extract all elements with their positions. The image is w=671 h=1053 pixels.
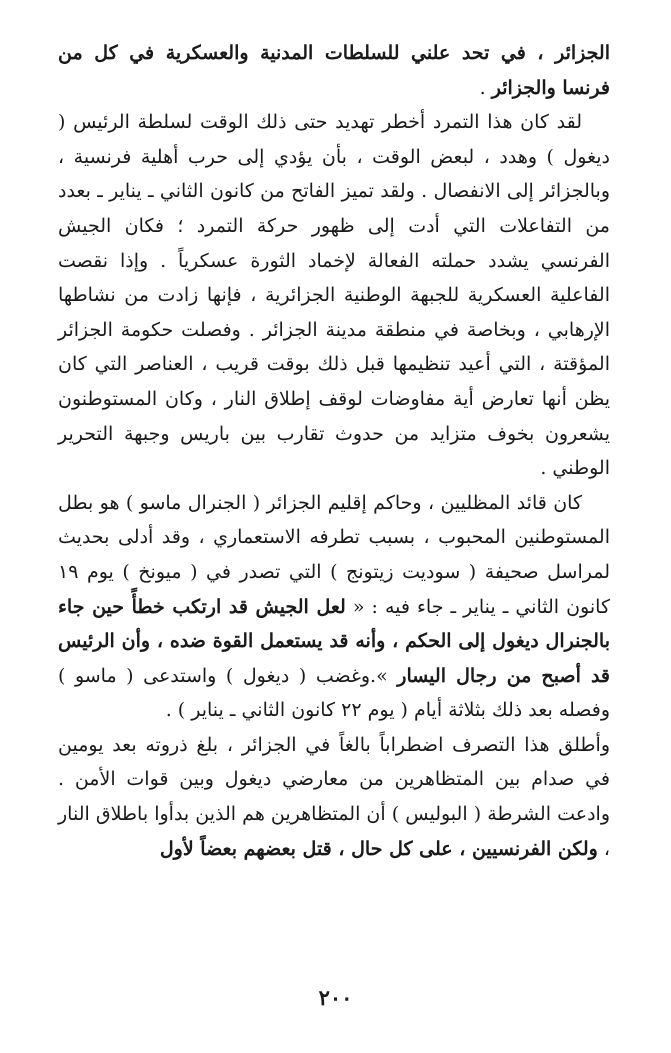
paragraph [58, 486, 610, 728]
text-segment: لقد كان هذا التمرد أخطر تهديد حتى ذلك الوقت لسلطة الرئيس ( ديغول ) وهدد ، لبعض الوقت ، بأن يؤدي إلى حرب أهلية فرنسية ، وبالجزائر إلى الانفصال . ولقد تميز الفاتح من كانون الثاني ـ يناير ـ بعدد من التفاعلات التي أدت إلى ظهور حركة التمرد ؛ فكان الجيش الفرنسي يشدد حملته الفعالة لإخماد الثورة عسكرياً . وإذا نقصت الفاعلية العسكرية للجبهة الوطنية الجزائرية ، فإنها زادت من نشاطها الإرهابي ، وبخاصة في منطقة مدينة الجزائر . وفصلت حكومة الجزائر المؤقتة ، التي أعيد تنظيمها قبل ذلك بوقت قريب ، العناصر التي كان يظن أنها تعارض أية مفاوضات لوقف إطلاق النار ، وكان المستوطنون يشعرون بخوف متزايد من حدوث تقارب بين باريس وجبهة التحرير الوطني . [58, 111, 610, 480]
paragraph [58, 728, 610, 866]
bold-text-segment: ولكن الفرنسيين ، على كل حال ، قتل بعضهم بعضاً لأول [159, 837, 598, 860]
text-segment: . [479, 76, 492, 99]
text-segment: وأطلق هذا التصرف اضطراباً بالغاً في الجزائر ، بلغ ذروته بعد يومين في صدام بين المتظاهرين من معارضي ديغول وبين قوات الأمن . وادعت الشرطة ( البوليس ) أن المتظاهرين هم الذين بدأوا باطلاق النار ، [58, 733, 610, 860]
bold-text-segment: لعل الجيش قد ارتكب خطأً حين جاء بالجنرال ديغول إلى الحكم ، وأنه قد يستعمل القوة ضده ، وأن الرئيس قد أصبح من رجال اليسار [58, 595, 611, 687]
body-text [58, 36, 610, 866]
text-segment: ».وغضب ( ديغول ) واستدعى ( ماسو ) وفصله بعد ذلك بثلاثة أيام ( يوم ٢٢ كانون الثاني ـ يناير ) . [58, 664, 610, 722]
paragraph [58, 105, 610, 486]
page-number: ٢٠٠ [318, 985, 353, 1010]
text-segment: كان قائد المظليين ، وحاكم إقليم الجزائر ( الجنرال ماسو ) هو بطل المستوطنين المحبوب ، بسبب تطرفه الاستعماري ، وقد أدلى بحديث لمراسل صحيفة ( سوديت زيتونج ) التي تصدر في ( ميونخ ) يوم ١٩ كانون الثاني ـ يناير ـ جاء فيه : « [58, 491, 610, 618]
bold-text-segment: الجزائر ، في تحد علني للسلطات المدنية والعسكرية في كل من فرنسا والجزائر [58, 42, 610, 99]
paragraph [58, 36, 610, 105]
